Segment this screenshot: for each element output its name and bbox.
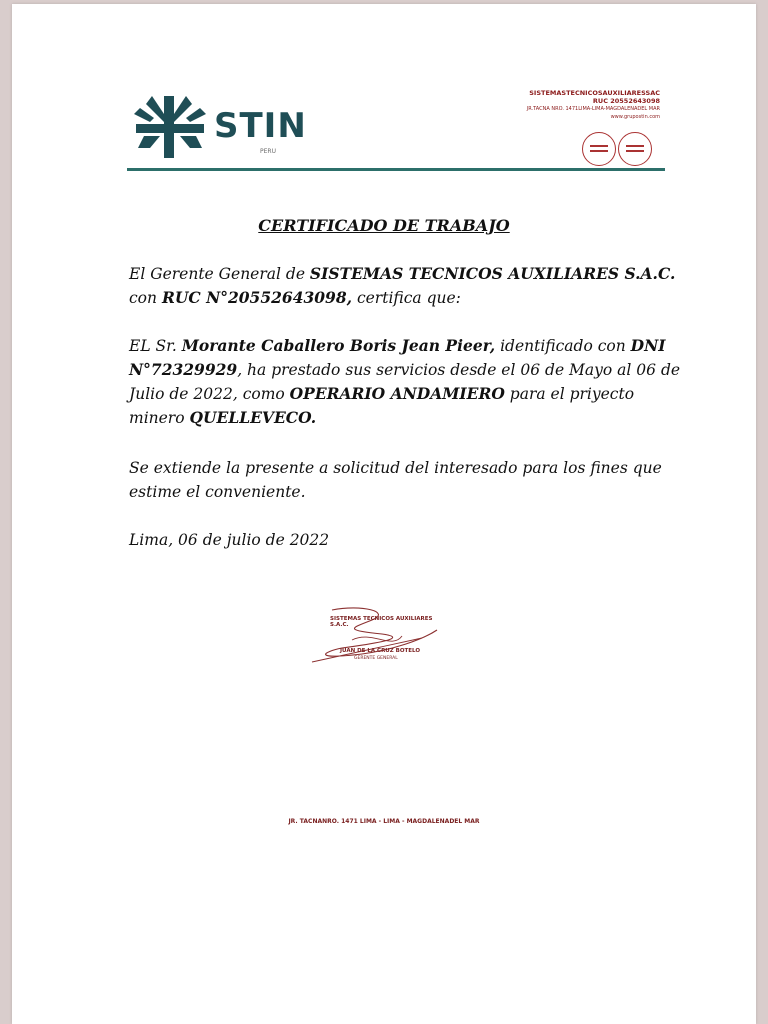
header-divider (127, 168, 665, 171)
company-header-info (400, 89, 660, 121)
company-website: www.grupostin.com (610, 114, 660, 120)
company-name: SISTEMASTECNICOSAUXILIARESSAC (529, 89, 660, 97)
paragraph-employee (129, 334, 685, 430)
employee-role: OPERARIO ANDAMIERO (289, 384, 505, 403)
certification-badge-icon (618, 132, 652, 166)
text-run: con (129, 289, 162, 307)
footer-address: JR. TACNANRO. 1471 LIMA - LIMA - MAGDALENADEL MAR (288, 818, 480, 825)
place-date: Lima, 06 de julio de 2022 (129, 531, 330, 549)
certification-badges (582, 132, 654, 166)
text-run: certifica que: (352, 289, 461, 307)
company-name-bold: SISTEMAS TECNICOS AUXILIARES S.A.C. (309, 264, 676, 283)
paragraph-issuer (129, 262, 685, 310)
text-run: , ha prestado sus servicios desde el 06 de Mayo al 06 de Julio de 2022, como (129, 361, 681, 403)
project-name: QUELLEVECO. (189, 408, 317, 427)
logo-subtext: PERU (260, 148, 276, 155)
paragraph-purpose: Se extiende la presente a solicitud del interesado para los fines que estime el conveniente. (129, 459, 662, 501)
ruc-bold: RUC N°20552643098, (161, 288, 353, 307)
signature-position: GERENTE GENERAL (354, 656, 398, 661)
signature-company: SISTEMAS TECNICOS AUXILIARES S.A.C. (330, 616, 433, 628)
company-ruc: RUC 20552643098 (592, 97, 660, 105)
text-run: para el priyecto minero (129, 385, 635, 427)
stin-logo-icon (130, 92, 210, 162)
text-run: identificado con (495, 337, 631, 355)
signature-name: JUAN DE LA CRUZ BOTELO (340, 648, 421, 654)
certification-badge-icon (582, 132, 616, 166)
text-run: El Gerente General de (129, 265, 310, 283)
company-logo (130, 92, 307, 162)
employee-name: Morante Caballero Boris Jean Pieer, (181, 336, 496, 355)
logo-text: STIN (214, 106, 307, 146)
company-address: JR.TACNA NRO. 1471LIMA-LIMA-MAGDALENADEL MAR (526, 106, 660, 112)
text-run: EL Sr. (129, 337, 182, 355)
employee-dni: DNI N°72329929 (129, 336, 666, 379)
document-title: CERTIFICADO DE TRABAJO (258, 216, 510, 235)
signature-stamp (302, 600, 452, 670)
document-page (12, 4, 756, 1024)
